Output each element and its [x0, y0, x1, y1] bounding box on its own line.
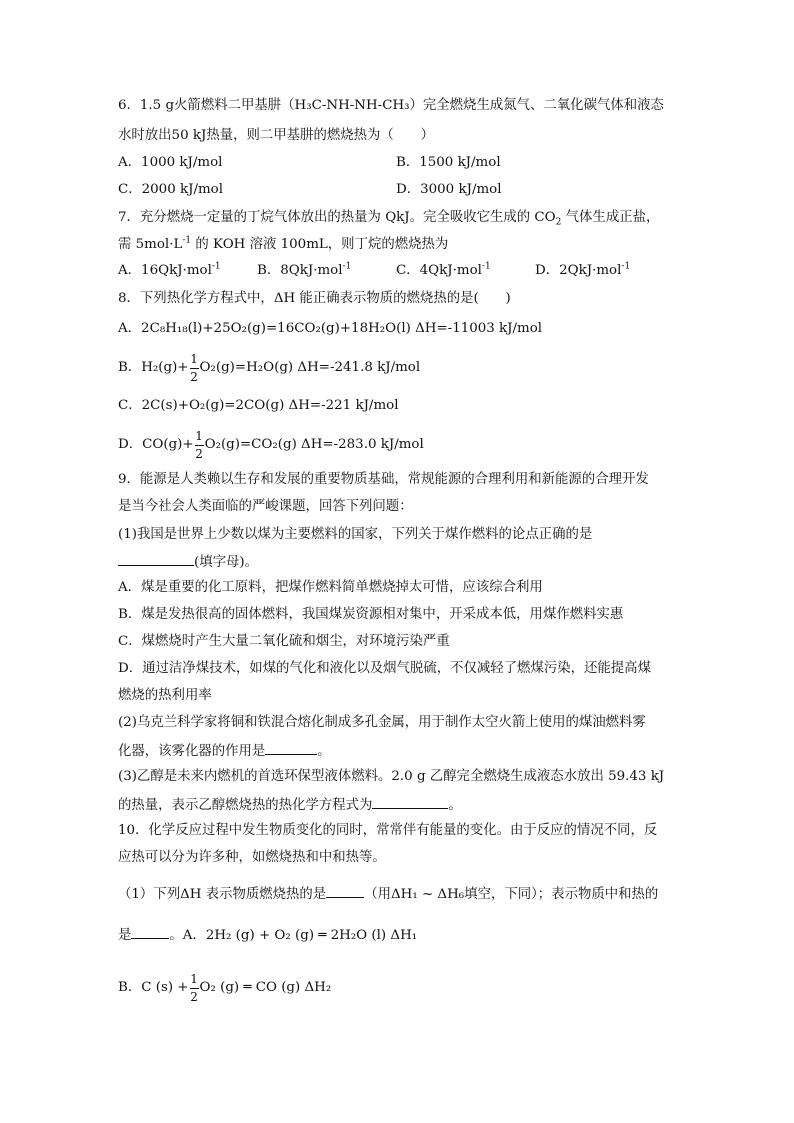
q7-option-a-text: A．16QkJ·mol: [118, 263, 212, 278]
fraction-denominator: 2: [190, 989, 198, 1004]
q7-option-b-sup: -1: [342, 261, 352, 272]
q9-option-d-line2: 燃烧的热利用率: [118, 688, 212, 703]
q6-option-a: A．1000 kJ/mol: [118, 155, 223, 170]
q6-option-c: C．2000 kJ/mol: [118, 182, 224, 197]
q8-option-c: C．2C(s)+O₂(g)=2CO(g) ΔH=-221 kJ/mol: [118, 398, 399, 413]
fraction-one-half: [190, 973, 199, 1003]
q9-part2-tail: 。: [317, 744, 331, 759]
q7-stem-line1: [118, 209, 659, 227]
q9-part1-tail: (填字母)。: [194, 555, 259, 570]
q9-option-d-line1: D．通过洁净煤技术，如煤的气化和液化以及烟气脱硫，不仅减轻了燃煤污染，还能提高煤: [118, 661, 651, 676]
q9-part3-line2: [118, 795, 462, 815]
q7-option-a-sup: -1: [211, 261, 221, 272]
answer-blank[interactable]: [372, 795, 448, 809]
fraction-one-half: [190, 353, 199, 383]
q9-option-a: A．煤是重要的化工原料，把煤作燃料简单燃烧掉太可惜，应该综合利用: [118, 580, 543, 595]
fraction-one-half: [195, 430, 204, 460]
q7-option-a: [118, 262, 221, 280]
q9-part3-text: 的热量，表示乙醇燃烧热的热化学方程式为: [118, 798, 373, 813]
fraction-denominator: 2: [190, 369, 198, 384]
q7-line2-text-end: 的 KOH 溶液 100mL，则丁烷的燃烧热为: [191, 237, 449, 252]
q10-part1-text-end: （用ΔH₁ ~ ΔH₆填空，下同）；表示物质中和热的: [364, 887, 659, 902]
q10-part1-line2: [118, 925, 417, 945]
q8-option-a: A．2C₈H₁₈(l)+25O₂(g)=16CO₂(g)+18H₂O(l) ΔH=-11003 kJ/mol: [118, 321, 543, 336]
q8-option-d: [118, 429, 424, 461]
q7-option-b-text: B．8QkJ·mol: [257, 263, 343, 278]
q9-stem-line1: 9．能源是人类赖以生存和发展的重要物质基础，常规能源的合理利用和新能源的合理开发: [118, 472, 649, 487]
q10-option-b-lead: B．C (s) +: [118, 980, 189, 995]
q7-option-d-text: D．2QkJ·mol: [535, 263, 622, 278]
q10-option-a: 。A．2H₂ (g) + O₂ (g) ═ 2H₂O (l) ΔH₁: [169, 928, 418, 943]
fraction-numerator: 1: [190, 351, 198, 366]
q8-option-d-rest: O₂(g)=CO₂(g) ΔH=-283.0 kJ/mol: [204, 437, 424, 452]
fraction-bar: [190, 988, 199, 989]
q10-stem-line2: 应热可以分为许多种，如燃烧热和中和热等。: [118, 850, 386, 865]
q9-part3-line1: (3)乙醇是未来内燃机的首选环保型液体燃料。2.0 g 乙醇完全燃烧生成液态水放出 59.43 kJ: [118, 769, 665, 784]
q6-stem-line1: 6．1.5 g火箭燃料二甲基肼（H₃C-NH-NH-CH₃）完全燃烧生成氮气、二氧化碳气体和液态: [118, 98, 664, 113]
q9-option-b: B．煤是发热很高的固体燃料，我国煤炭资源相对集中，开采成本低，用煤作燃料实惠: [118, 607, 624, 622]
answer-blank[interactable]: [131, 925, 169, 939]
q7-option-c-text: C．4QkJ·mol: [396, 263, 482, 278]
q9-stem-line2: 是当今社会人类面临的严峻课题，回答下列问题：: [118, 499, 413, 514]
answer-blank[interactable]: [118, 552, 194, 566]
fraction-numerator: 1: [195, 428, 203, 443]
q10-option-b: [118, 972, 331, 1004]
q8-option-b-lead: B．H₂(g)+: [118, 360, 189, 375]
answer-blank[interactable]: [265, 741, 317, 755]
fraction-bar: [190, 368, 199, 369]
q8-stem: 8．下列热化学方程式中，ΔH 能正确表示物质的燃烧热的是( ): [118, 291, 511, 306]
fraction-numerator: 1: [190, 971, 198, 986]
q8-option-d-lead: D．CO(g)+: [118, 437, 194, 452]
q8-option-b-rest: O₂(g)=H₂O(g) ΔH=-241.8 kJ/mol: [199, 360, 421, 375]
q9-part3-tail: 。: [448, 798, 462, 813]
fraction-denominator: 2: [195, 446, 203, 461]
q8-option-b: [118, 352, 420, 384]
q9-part2-text: 化器，该雾化器的作用是: [118, 744, 266, 759]
q9-part1: (1)我国是世界上少数以煤为主要燃料的国家，下列关于煤作燃料的论点正确的是: [118, 527, 593, 542]
q10-part1-line2-lead: 是: [118, 928, 132, 943]
q6-option-d: D．3000 kJ/mol: [396, 182, 502, 197]
q7-line1-sub: 2: [555, 217, 562, 228]
q10-option-b-rest: O₂ (g) ═ CO (g) ΔH₂: [199, 980, 332, 995]
fraction-bar: [195, 445, 204, 446]
q6-stem-line2: 水时放出50 kJ热量，则二甲基肼的燃烧热为（ ）: [118, 128, 434, 143]
q9-part2-line2: [118, 741, 331, 761]
q10-part1-line1: [118, 884, 658, 904]
q9-part1-answer-line: [118, 552, 258, 572]
q6-option-b: B．1500 kJ/mol: [396, 155, 501, 170]
answer-blank[interactable]: [326, 884, 364, 898]
q7-option-c-sup: -1: [481, 261, 491, 272]
q10-stem-line1: 10．化学反应过程中发生物质变化的同时，常常伴有能量的变化。由于反应的情况不同，反: [118, 823, 658, 838]
q7-line1-text-end: 气体生成正盐，: [561, 210, 660, 225]
q7-option-c: [396, 262, 491, 280]
q9-part2-line1: (2)乌克兰科学家将铜和铁混合熔化制成多孔金属，用于制作太空火箭上使用的煤油燃料雾: [118, 715, 646, 730]
q7-option-d-sup: -1: [621, 261, 631, 272]
q7-option-b: [257, 262, 351, 280]
q7-line1-text: 7．充分燃烧一定量的丁烷气体放出的热量为 QkJ。完全吸收它生成的 CO: [118, 210, 556, 225]
q7-line2-text: 需 5mol·L: [118, 237, 183, 252]
q7-stem-line2: [118, 236, 448, 254]
q10-part1-text: （1）下列ΔH 表示物质燃烧热的是: [118, 887, 327, 902]
q7-line2-sup: -1: [182, 235, 192, 246]
q7-option-d: [535, 262, 630, 280]
q9-option-c: C．煤燃烧时产生大量二氧化硫和烟尘，对环境污染严重: [118, 634, 450, 649]
